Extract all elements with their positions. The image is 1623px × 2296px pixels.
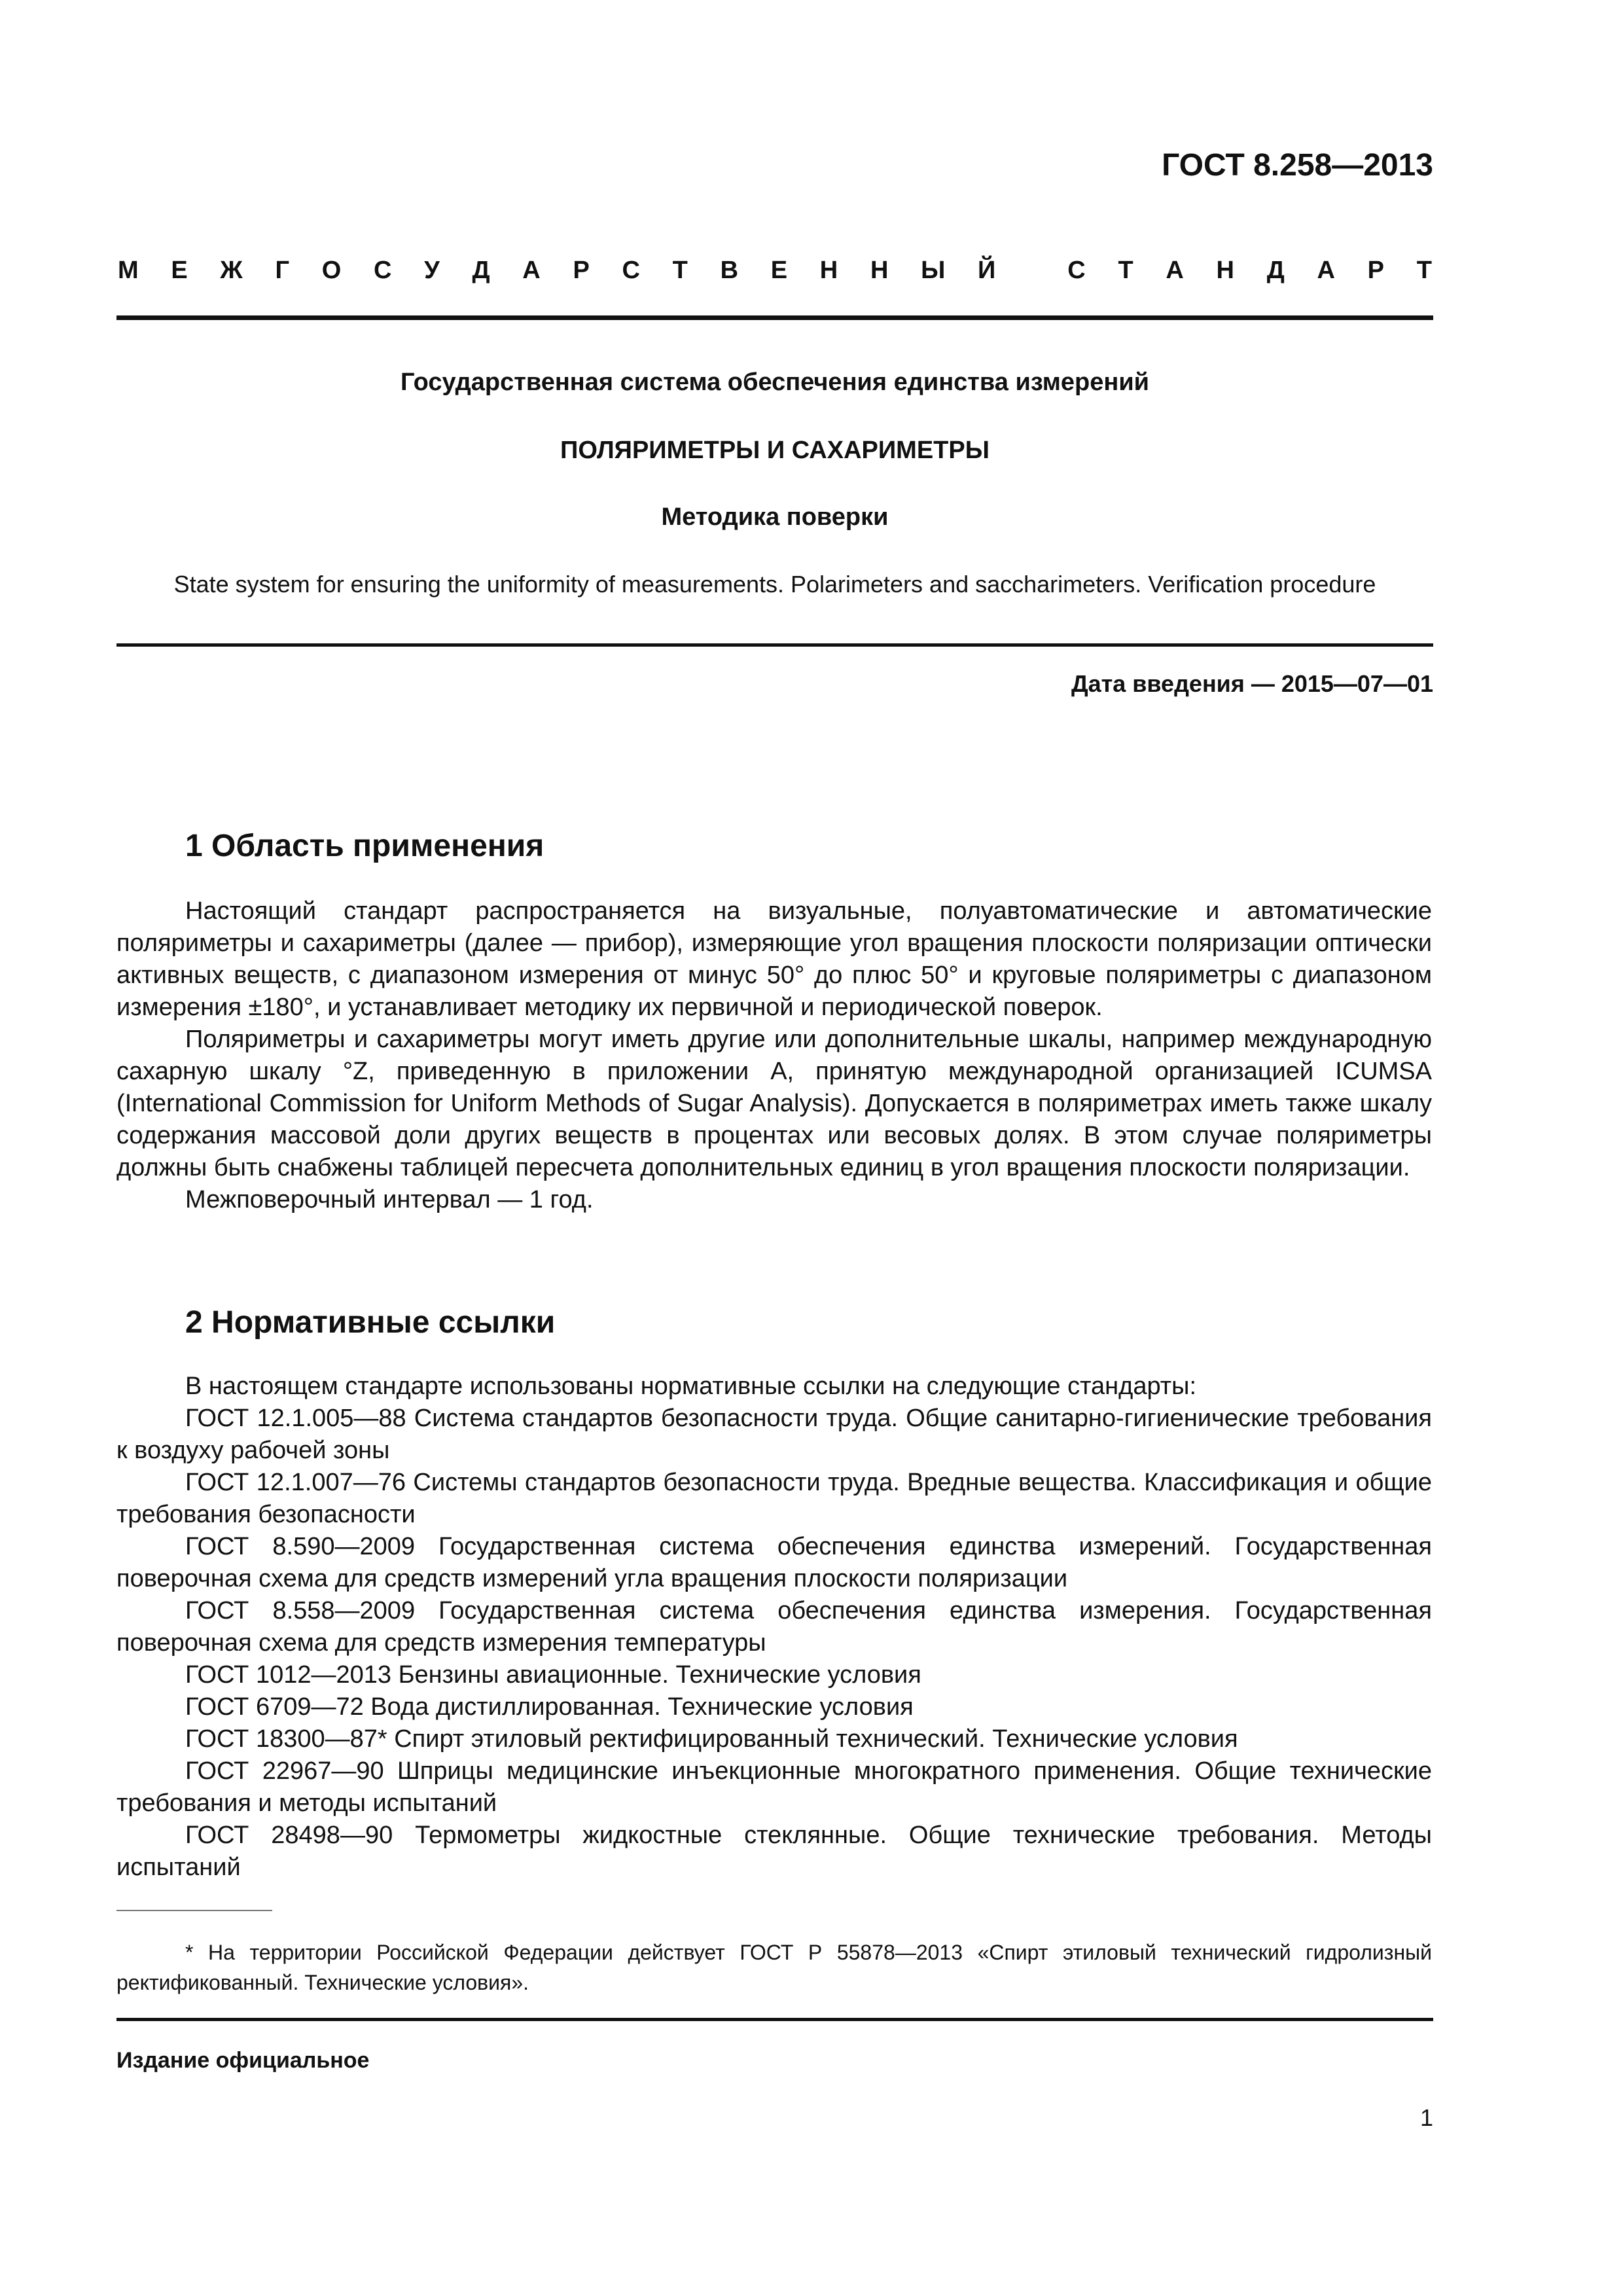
system-title: Государственная система обеспечения единства измерений [400,368,1150,396]
banner-letter: Ы [921,257,946,284]
banner-letter: Т [1118,257,1133,284]
title-rule [116,643,1433,647]
banner-letter: Т [672,257,688,284]
reference-item: ГОСТ 8.558—2009 Государственная система обеспечения единства измерения. Государственная поверочная схема для средств измерения температуры [116,1597,1432,1657]
document-number: ГОСТ 8.258—2013 [1162,148,1433,183]
banner-letter: Е [770,257,788,284]
paragraph: В настоящем стандарте использованы нормативные ссылки на следующие стандарты: [185,1372,1197,1400]
section-body [116,1371,1432,1884]
banner-letter: У [424,257,440,284]
paragraph: Настоящий стандарт распространяется на визуальные, полуавтоматические и автоматические поляриметры и сахариметры (далее — прибор), измеряющие угол вращения плоскости поляризации оптически активных веществ, с диапазоном измерения от минус 50° до плюс 50° и круговые поляриметры с диапазоном измерения ±180°, и устанавливает методику их первичной и периодической поверок. [116,897,1432,1021]
banner-letter [1028,257,1035,285]
banner-letter: Д [1266,257,1285,284]
banner-letter: С [374,257,392,284]
banner-letter: О [321,257,342,284]
header-rule [116,315,1433,320]
banner-letter: Н [819,257,838,284]
banner-letter: Т [1416,257,1432,284]
paragraph: Межповерочный интервал — 1 год. [185,1186,594,1213]
footnote-separator [116,1910,272,1911]
footnote: * На территории Российской Федерации действует ГОСТ Р 55878—2013 «Спирт этиловый технический гидролизный ректификованный. Технические условия». [116,1941,1432,1994]
reference-item: ГОСТ 12.1.007—76 Системы стандартов безопасности труда. Вредные вещества. Классификация и общие требования безопасности [116,1469,1432,1528]
banner-letter: С [622,257,640,284]
banner-letter: А [522,257,541,284]
banner-letter: А [1166,257,1184,284]
banner-letter: Е [171,257,188,284]
document-title: ПОЛЯРИМЕТРЫ И САХАРИМЕТРЫ [560,437,990,464]
reference-item: ГОСТ 18300—87* Спирт этиловый ректифицированный технический. Технические условия [185,1725,1238,1753]
standard-type-banner [118,257,1432,285]
section-heading: 2 Нормативные ссылки [185,1305,556,1340]
reference-item: ГОСТ 22967—90 Шприцы медицинские инъекционные многократного применения. Общие технические требования и методы испытаний [116,1757,1432,1817]
section-body [116,895,1432,1216]
banner-letter: Ж [220,257,243,284]
banner-letter: Н [1216,257,1234,284]
reference-item: ГОСТ 8.590—2009 Государственная система обеспечения единства измерений. Государственная поверочная схема для средств измерений угла вращения плоскости поляризации [116,1533,1432,1592]
banner-letter: В [720,257,739,284]
english-title: State system for ensuring the uniformity of measurements. Polarimeters and saccharimeters. Verification procedure [173,571,1376,598]
reference-item: ГОСТ 6709—72 Вода дистиллированная. Технические условия [185,1693,914,1721]
reference-item: ГОСТ 12.1.005—88 Система стандартов безопасности труда. Общие санитарно-гигиенические требования к воздуху рабочей зоны [116,1405,1432,1464]
page-number: 1 [1419,2104,1433,2131]
reference-item: ГОСТ 28498—90 Термометры жидкостные стеклянные. Общие технические требования. Методы испытаний [116,1821,1432,1881]
banner-letter: М [118,257,139,284]
paragraph: Поляриметры и сахариметры могут иметь другие или дополнительные шкалы, например международную сахарную шкалу °Z, приведенную в приложении А, принятую международной организацией ICUMSA (International Commission for Uniform Methods of Sugar Analysis). Допускается в поляриметрах иметь также шкалу содержания массовой доли других веществ в процентах или весовых долях. В этом случае поляриметры должны быть снабжены таблицей пересчета дополнительных единиц в угол вращения плоскости поляризации. [116,1026,1432,1181]
document-subtitle: Методика поверки [661,503,889,531]
banner-letter: Д [472,257,490,284]
edition-label: Издание официальное [116,2048,370,2073]
banner-letter: С [1067,257,1086,284]
banner-letter: Й [978,257,996,284]
section-heading: 1 Область применения [185,829,544,863]
banner-letter: Р [573,257,590,284]
banner-letter: Н [870,257,889,284]
introduction-date: Дата введения — 2015—07—01 [1071,670,1433,697]
banner-letter: Г [275,257,290,284]
footer-rule [116,2018,1433,2021]
banner-letter: А [1317,257,1335,284]
reference-item: ГОСТ 1012—2013 Бензины авиационные. Технические условия [185,1661,921,1689]
banner-letter: Р [1367,257,1384,284]
